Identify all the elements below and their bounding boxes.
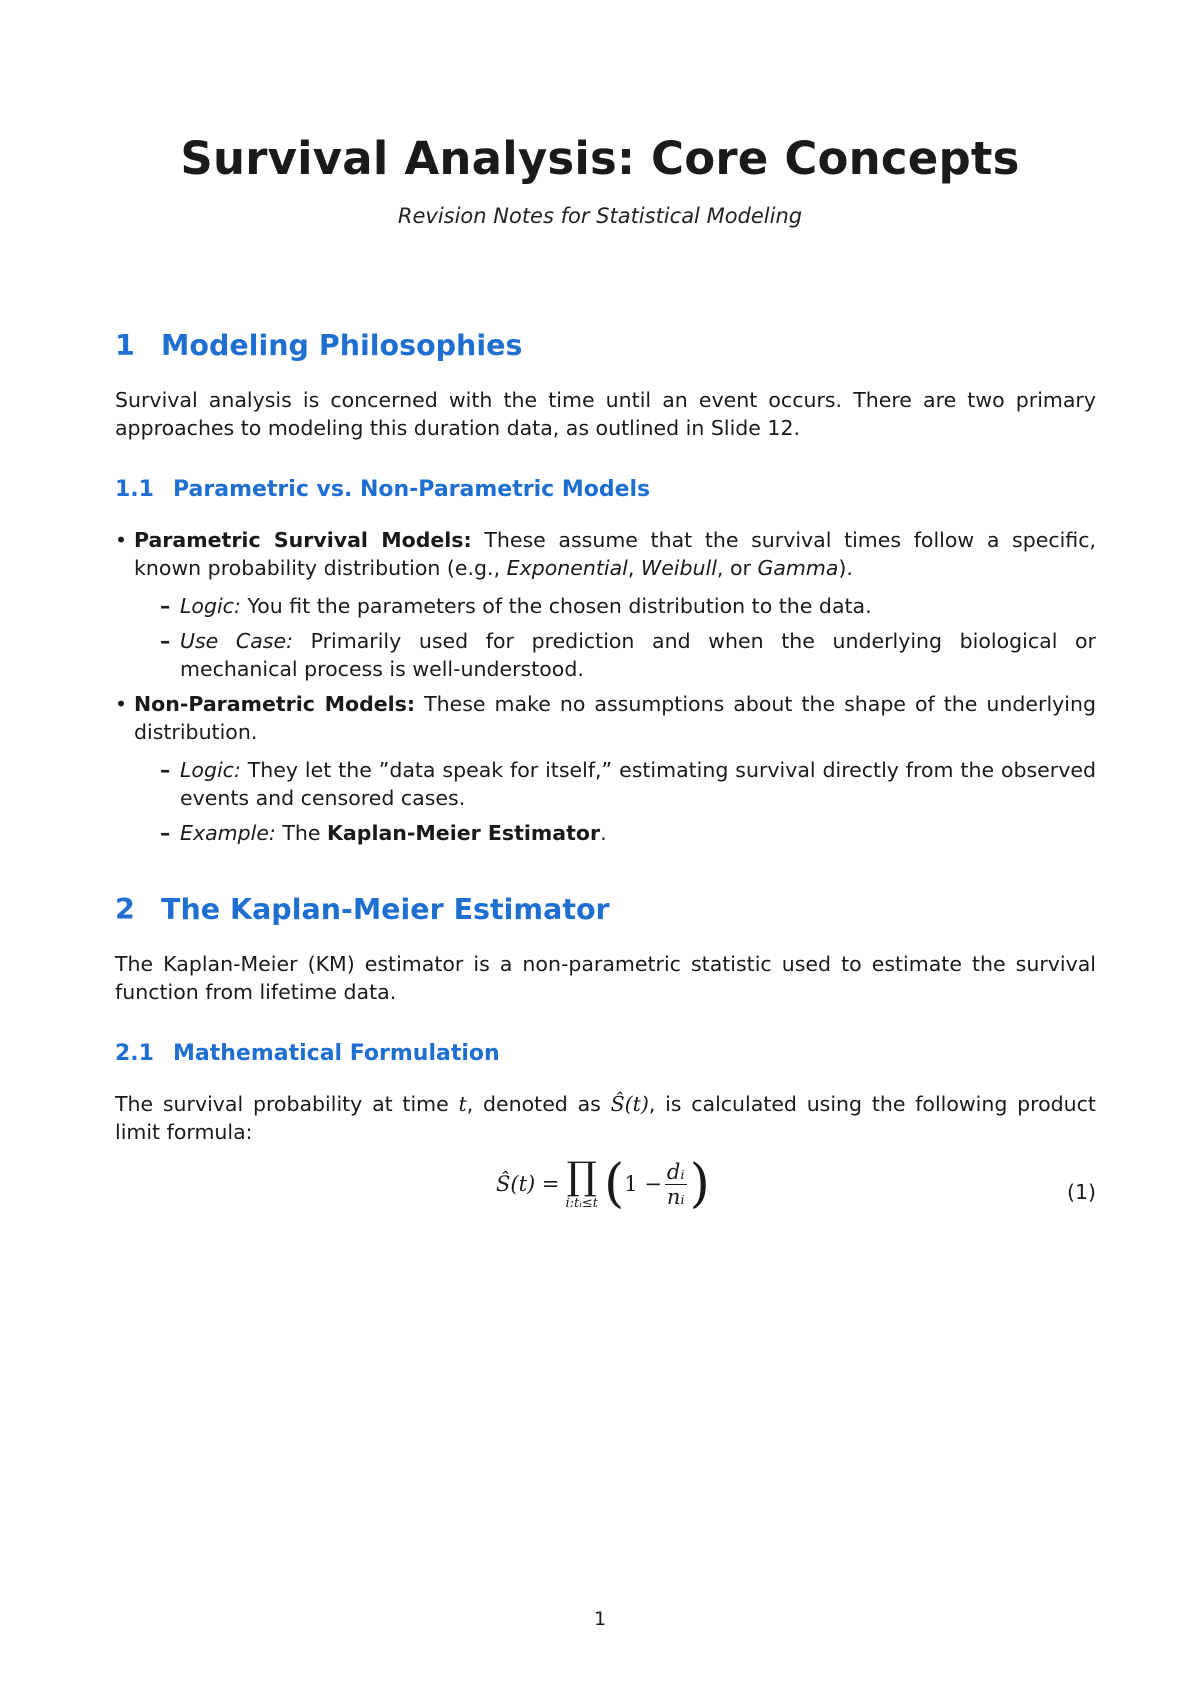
equation-lhs: Ŝ(t) = <box>496 1172 560 1196</box>
dist-weibull: Weibull <box>640 556 717 580</box>
dist-gamma: Gamma <box>757 556 839 580</box>
math-s-hat: Ŝ(t) <box>610 1092 649 1116</box>
subsection-number: 1.1 <box>115 477 154 502</box>
product-subscript: i:tᵢ≤t <box>565 1196 598 1211</box>
fraction-denominator: nᵢ <box>666 1184 685 1209</box>
product-operator <box>565 1156 598 1212</box>
fraction <box>665 1160 687 1209</box>
one-minus: 1 − <box>624 1172 662 1196</box>
document-body <box>115 329 1096 1242</box>
section-number: 2 <box>115 893 135 926</box>
math-var-t: t <box>458 1092 467 1116</box>
page-number: 1 <box>593 1608 607 1630</box>
sub-item-logic: – Logic: They let the ”data speak for itself,” estimating survival directly from the observed events and censored cases. <box>134 756 1096 812</box>
section-heading-2 <box>115 893 1096 926</box>
formulation-text: The survival probability at time t, denoted as Ŝ(t), is calculated using the following product limit formula: <box>115 1092 1096 1144</box>
page-title: Survival Analysis: Core Concepts <box>180 132 1020 185</box>
fraction-numerator: dᵢ <box>666 1159 685 1184</box>
subsection-heading-2-1 <box>115 1040 1096 1068</box>
section-heading-1 <box>115 329 1096 362</box>
sub-list <box>134 756 1096 847</box>
sub-list <box>134 592 1096 683</box>
equation-number: (1) <box>1066 1180 1096 1204</box>
section-title: The Kaplan-Meier Estimator <box>161 893 610 926</box>
section-title: Modeling Philosophies <box>161 329 523 362</box>
sub-item-use-case: – Use Case: Primarily used for prediction and when the underlying biological or mechanical process is well-understood. <box>134 627 1096 683</box>
product-symbol: ∏ <box>566 1154 597 1198</box>
sub-item-logic: – Logic: You fit the parameters of the chosen distribution to the data. <box>134 592 1096 620</box>
page-subtitle: Revision Notes for Statistical Modeling <box>397 204 803 228</box>
list-item-parametric: • Parametric Survival Models: These assume that the survival times follow a specific, known probability distribution (e.g., Exponential, Weibull, or Gamma). – Logic: You fit the parameters of the chosen distribution to the data. – Use Case: Primarily used for prediction and when the underlying biological or mechanical process is well-understood. <box>115 526 1096 683</box>
equation-body: Ŝ(t) = ∏ i:tᵢ≤t ( 1 − $\frac{\text{dᵢ}}{\text{nᵢ}}$ ) <box>496 1154 710 1214</box>
term-parametric: Parametric Survival Models: <box>134 528 472 552</box>
dist-exponential: Exponential <box>506 556 628 580</box>
section-intro-1: Survival analysis is concerned with the time until an event occurs. There are two primary approaches to modeling this duration data, as outlined in Slide 12. <box>115 388 1096 440</box>
model-list <box>115 526 1096 847</box>
term-non-parametric: Non-Parametric Models: <box>134 692 416 716</box>
subsection-title: Mathematical Formulation <box>173 1041 500 1066</box>
sub-item-example: – Example: The Kaplan-Meier Estimator. <box>134 819 1096 847</box>
section-intro-2: The Kaplan-Meier (KM) estimator is a non-parametric statistic used to estimate the survival function from lifetime data. <box>115 952 1096 1004</box>
list-item-non-parametric: • Non-Parametric Models: These make no assumptions about the shape of the underlying distribution. – Logic: They let the ”data speak for itself,” estimating survival directly from the observed events and censored cases. – Example: The Kaplan-Meier Estimator. <box>115 690 1096 847</box>
km-equation <box>115 1150 1096 1242</box>
subsection-title: Parametric vs. Non-Parametric Models <box>173 477 651 502</box>
subsection-heading-1-1 <box>115 476 1096 504</box>
subsection-number: 2.1 <box>115 1041 154 1066</box>
section-number: 1 <box>115 329 135 362</box>
